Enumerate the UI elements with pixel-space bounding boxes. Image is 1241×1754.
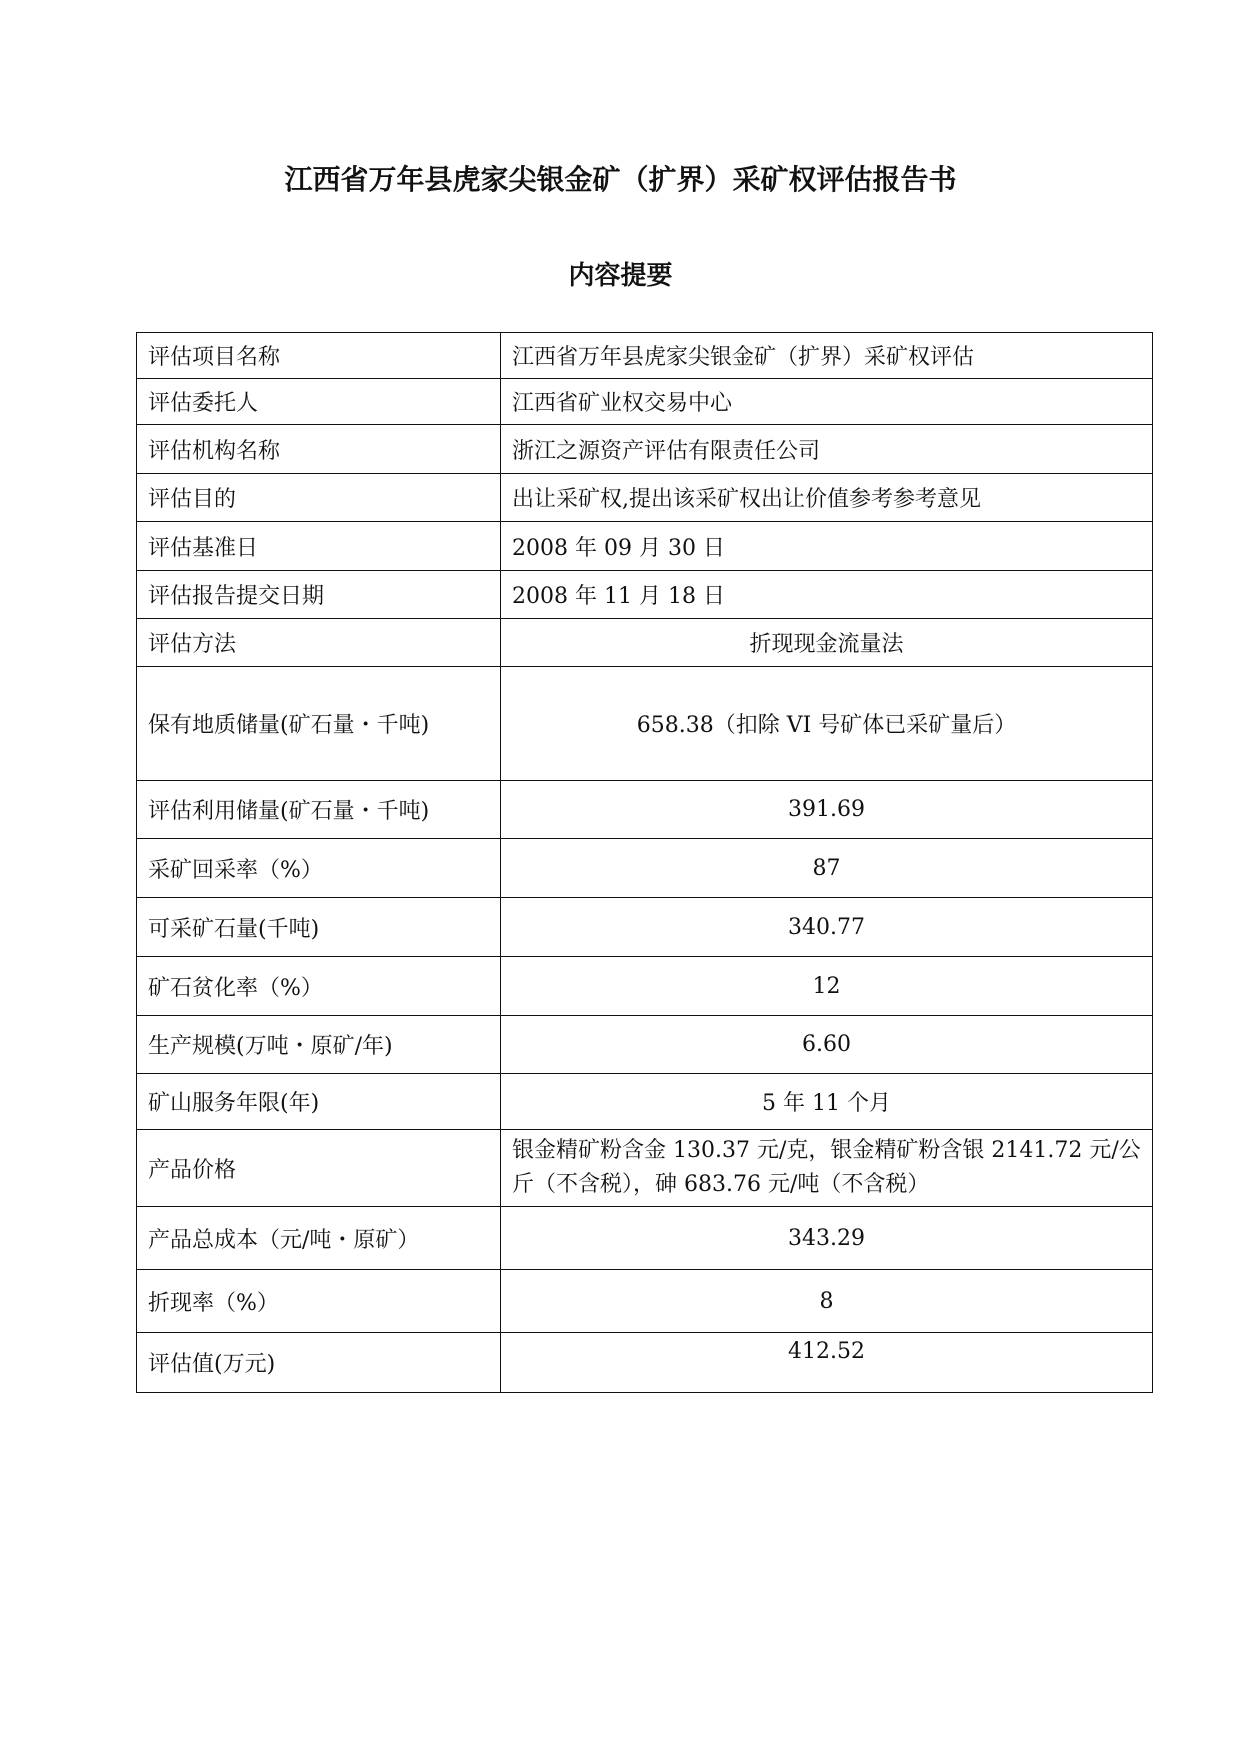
row-value-text: 江西省万年县虎家尖银金矿（扩界）采矿权评估 [512,345,975,370]
row-label [137,522,501,570]
row-value-text: 12 [812,973,841,999]
row-label-text: 矿山服务年限(年) [148,1091,320,1116]
row-value-text: 340.77 [788,914,865,940]
row-value-text: 银金精矿粉含金 130.37 元/克，银金精矿粉含银 2141.72 元/公斤（不含税），砷 683.76 元/吨（不含税） [512,1138,1141,1197]
row-value-text: 412.52 [788,1339,865,1364]
row-value [501,667,1152,780]
row-value [501,957,1152,1015]
row-label [137,425,501,473]
row-value [501,571,1152,618]
row-value-text: 浙江之源资产评估有限责任公司 [512,438,821,464]
row-label [137,667,501,780]
row-value [501,333,1152,378]
row-label-text: 采矿回采率（%） [148,857,323,883]
table-row-client [137,379,1152,425]
row-value [501,1130,1152,1206]
row-value [501,781,1152,838]
table-row-service-life [137,1074,1152,1130]
table-row-usable-reserves [137,781,1152,839]
document-subtitle: 内容提要 [568,261,673,291]
row-label [137,619,501,666]
row-label-text: 评估方法 [148,632,237,657]
row-value-text: 江西省矿业权交易中心 [512,391,733,416]
document-title: 江西省万年县虎家尖银金矿（扩界）采矿权评估报告书 [284,163,957,196]
row-label [137,957,501,1015]
table-row-minable-ore [137,898,1152,957]
row-value-text: 343.29 [788,1225,865,1251]
row-label-text: 评估报告提交日期 [148,584,325,609]
row-label [137,474,501,521]
row-value [501,619,1152,666]
row-value [501,474,1152,521]
row-label-text: 评估利用储量(矿石量・千吨) [148,799,430,824]
table-row-production-scale [137,1016,1152,1074]
row-value-text: 6.60 [802,1032,851,1057]
row-label-text: 产品价格 [148,1157,237,1183]
row-label-text: 评估项目名称 [148,345,281,370]
row-value [501,1016,1152,1073]
row-label [137,1074,501,1129]
row-value-text: 2008 年 11 月 18 日 [512,584,725,609]
table-row-institution [137,425,1152,474]
row-label [137,898,501,956]
row-label [137,781,501,838]
table-row-product-price [137,1130,1152,1207]
row-label-text: 评估委托人 [148,391,259,416]
table-row-assessed-value [137,1333,1152,1392]
table-row-total-cost [137,1207,1152,1270]
row-value-text: 8 [819,1288,834,1314]
table-row-purpose [137,474,1152,522]
table-row-discount-rate [137,1270,1152,1333]
table-row-project-name [137,333,1152,379]
row-label-text: 产品总成本（元/吨・原矿） [148,1227,420,1253]
row-label [137,571,501,618]
row-label [137,1333,501,1392]
row-value [501,379,1152,424]
row-label-text: 生产规模(万吨・原矿/年) [148,1034,393,1059]
row-label [137,333,501,378]
row-value-text: 折现现金流量法 [749,632,904,657]
row-value [501,1333,1152,1392]
table-row-reserves [137,667,1152,781]
row-label [137,839,501,897]
table-row-method [137,619,1152,667]
row-label-text: 评估值(万元) [148,1352,276,1377]
row-value-text: 87 [812,855,841,881]
row-value-text: 391.69 [788,797,865,822]
row-label [137,379,501,424]
table-row-recovery-rate [137,839,1152,898]
row-label-text: 矿石贫化率（%） [148,975,323,1001]
row-value-text: 2008 年 09 月 30 日 [512,535,725,561]
table-row-dilution-rate [137,957,1152,1016]
row-label-text: 评估目的 [148,487,237,512]
table-row-base-date [137,522,1152,571]
row-label-text: 可采矿石量(千吨) [148,916,320,942]
row-label-text: 折现率（%） [148,1290,279,1316]
row-value [501,1074,1152,1129]
row-label-text: 保有地质储量(矿石量・千吨) [148,713,430,738]
row-value [501,425,1152,473]
row-label [137,1270,501,1332]
row-label [137,1016,501,1073]
row-label [137,1207,501,1269]
table-row-report-date [137,571,1152,619]
row-value [501,898,1152,956]
row-value-text: 5 年 11 个月 [762,1091,891,1116]
row-value [501,1270,1152,1332]
row-value [501,522,1152,570]
row-value [501,839,1152,897]
summary-table [136,332,1153,1393]
row-label [137,1130,501,1206]
row-label-text: 评估机构名称 [148,438,281,464]
row-value-text: 出让采矿权,提出该采矿权出让价值参考参考意见 [512,487,981,512]
row-label-text: 评估基准日 [148,535,259,561]
row-value [501,1207,1152,1269]
row-value-text: 658.38（扣除 VI 号矿体已采矿量后） [636,713,1017,738]
